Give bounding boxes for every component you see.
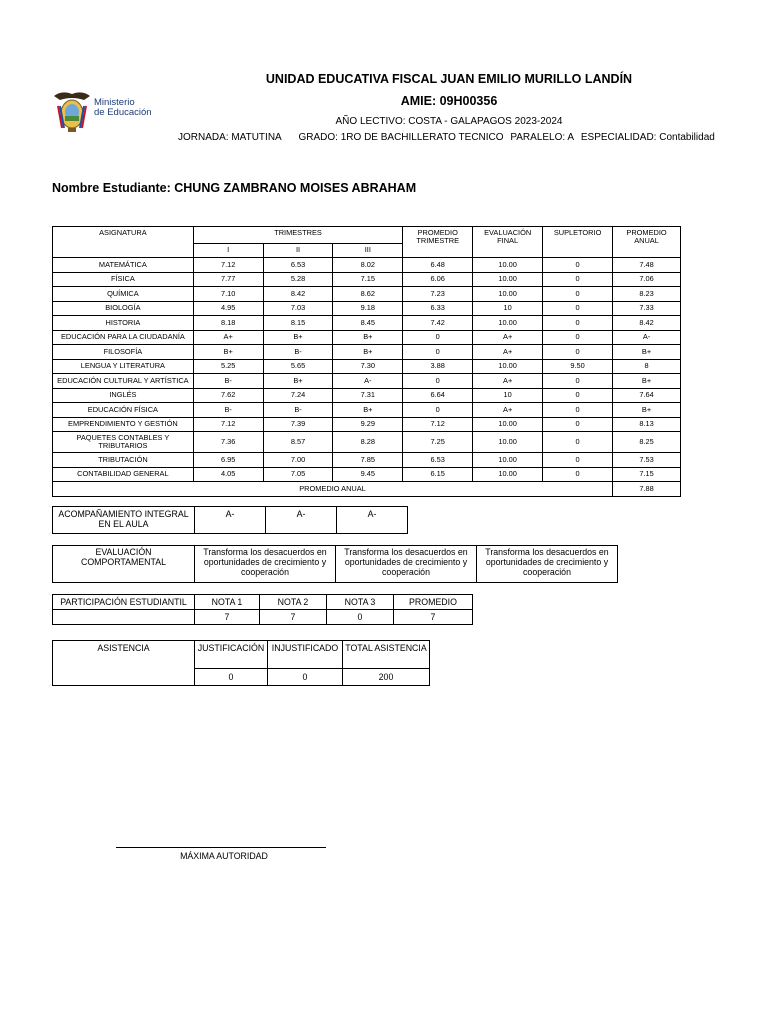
grade-cell-subject: TRIBUTACIÓN	[53, 453, 194, 468]
grade-cell-t3: 9.45	[333, 467, 403, 482]
participacion-label: PARTICIPACIÓN ESTUDIANTIL	[53, 595, 195, 610]
grade-cell-sup: 0	[543, 388, 613, 403]
table-row	[53, 345, 681, 360]
grade-cell-ef: A+	[473, 345, 543, 360]
grade-cell-t1: 7.62	[193, 388, 263, 403]
grade-cell-t3: B+	[333, 345, 403, 360]
table-row	[53, 272, 681, 287]
grade-cell-t3: 8.62	[333, 287, 403, 302]
grade-cell-t2: 8.15	[263, 316, 333, 331]
grade-rows	[53, 258, 681, 482]
grade-cell-t3: 9.18	[333, 301, 403, 316]
grade-cell-subject: BIOLOGÍA	[53, 301, 194, 316]
participacion-header-promedio: PROMEDIO	[394, 595, 473, 610]
grade-cell-t3: B+	[333, 403, 403, 418]
acompanamiento-label: ACOMPAÑAMIENTO INTEGRAL EN EL AULA	[53, 507, 195, 534]
signature-line	[116, 847, 326, 848]
grade-cell-t3: 9.29	[333, 417, 403, 432]
header-trimestre-3: III	[333, 243, 403, 258]
grade-cell-t2: 8.57	[263, 432, 333, 453]
grade-cell-t1: B-	[193, 403, 263, 418]
header-trimestre-2: II	[263, 243, 333, 258]
asistencia-header-injustificado: INJUSTIFICADO	[268, 641, 343, 669]
header-promedio-anual: PROMEDIO ANUAL	[613, 227, 681, 258]
asistencia-value-total: 200	[343, 669, 430, 686]
header-promedio-trimestre: PROMEDIO TRIMESTRE	[403, 227, 473, 258]
participacion-table	[52, 594, 473, 625]
grade-cell-pa: 7.53	[613, 453, 681, 468]
grade-cell-pt: 0	[403, 330, 473, 345]
grade-cell-t2: 8.42	[263, 287, 333, 302]
grade-cell-pt: 6.33	[403, 301, 473, 316]
grade-cell-subject: HISTORIA	[53, 316, 194, 331]
grade-cell-sup: 9.50	[543, 359, 613, 374]
acompanamiento-value-1: A-	[195, 507, 266, 534]
grade-cell-pt: 7.12	[403, 417, 473, 432]
participacion-empty-cell	[53, 610, 195, 625]
grade-cell-sup: 0	[543, 287, 613, 302]
grade-cell-ef: 10.00	[473, 359, 543, 374]
grade-cell-ef: 10.00	[473, 258, 543, 273]
participacion-header-2: NOTA 2	[260, 595, 327, 610]
participacion-value-2: 7	[260, 610, 327, 625]
grade-cell-subject: LENGUA Y LITERATURA	[53, 359, 194, 374]
grade-cell-subject: CONTABILIDAD GENERAL	[53, 467, 194, 482]
header-asignatura: ASIGNATURA	[53, 227, 194, 258]
grade-cell-t2: 6.53	[263, 258, 333, 273]
acompanamiento-value-3: A-	[337, 507, 408, 534]
grade-cell-t1: 8.18	[193, 316, 263, 331]
grade-cell-pt: 3.88	[403, 359, 473, 374]
table-row	[53, 432, 681, 453]
header-evaluacion-final: EVALUACIÓN FINAL	[473, 227, 543, 258]
grade-cell-t3: A-	[333, 374, 403, 389]
amie-code: AMIE: 09H00356	[400, 94, 498, 108]
header-supletorio: SUPLETORIO	[543, 227, 613, 258]
grade-cell-subject: MATEMÁTICA	[53, 258, 194, 273]
grade-cell-t2: B+	[263, 374, 333, 389]
acompanamiento-value-2: A-	[266, 507, 337, 534]
grade-cell-t1: B-	[193, 374, 263, 389]
grade-cell-pa: B+	[613, 403, 681, 418]
participacion-value-promedio: 7	[394, 610, 473, 625]
grade-cell-t1: 7.77	[193, 272, 263, 287]
participacion-header-1: NOTA 1	[195, 595, 260, 610]
grade-cell-t2: 5.28	[263, 272, 333, 287]
grade-cell-t2: B-	[263, 403, 333, 418]
table-row	[53, 330, 681, 345]
table-row	[53, 316, 681, 331]
grade-cell-t2: 7.03	[263, 301, 333, 316]
grade-cell-t3: B+	[333, 330, 403, 345]
asistencia-value-justificacion: 0	[195, 669, 268, 686]
grade-cell-ef: 10.00	[473, 316, 543, 331]
grade-cell-t1: 7.12	[193, 417, 263, 432]
class-info-line	[178, 132, 729, 143]
comportamental-table	[52, 545, 618, 583]
grade-cell-pt: 0	[403, 374, 473, 389]
table-row	[53, 301, 681, 316]
grade-cell-ef: 10	[473, 388, 543, 403]
grade-cell-t3: 7.30	[333, 359, 403, 374]
table-row	[53, 258, 681, 273]
grade-cell-ef: A+	[473, 374, 543, 389]
table-row	[53, 359, 681, 374]
grade-cell-ef: 10	[473, 301, 543, 316]
grade-cell-subject: EDUCACIÓN PARA LA CIUDADANÍA	[53, 330, 194, 345]
grade-cell-t1: A+	[193, 330, 263, 345]
grade-cell-pa: 7.06	[613, 272, 681, 287]
grade-cell-t1: 6.95	[193, 453, 263, 468]
header-trimestre-1: I	[193, 243, 263, 258]
grade-cell-subject: QUÍMICA	[53, 287, 194, 302]
grade-cell-pa: 7.64	[613, 388, 681, 403]
grade-cell-pa: 7.15	[613, 467, 681, 482]
grade-cell-pt: 6.48	[403, 258, 473, 273]
grade-cell-t3: 8.28	[333, 432, 403, 453]
participacion-value-3: 0	[327, 610, 394, 625]
promedio-anual-value: 7.88	[613, 482, 681, 497]
student-name: Nombre Estudiante: CHUNG ZAMBRANO MOISES ABRAHAM	[52, 181, 417, 195]
grade-cell-pt: 0	[403, 345, 473, 360]
grade-cell-pa: B+	[613, 374, 681, 389]
grade-cell-t2: 5.65	[263, 359, 333, 374]
grade-cell-t1: 7.12	[193, 258, 263, 273]
grade-cell-t1: 7.10	[193, 287, 263, 302]
table-row	[53, 388, 681, 403]
table-row	[53, 417, 681, 432]
grade-cell-pa: 7.48	[613, 258, 681, 273]
grade-cell-t1: 5.25	[193, 359, 263, 374]
grade-cell-pt: 7.25	[403, 432, 473, 453]
grade-cell-sup: 0	[543, 301, 613, 316]
grade-cell-sup: 0	[543, 258, 613, 273]
grade-cell-t3: 7.15	[333, 272, 403, 287]
grade-cell-pa: 8	[613, 359, 681, 374]
asistencia-header-justificacion: JUSTIFICACIÓN	[195, 641, 268, 669]
school-name: UNIDAD EDUCATIVA FISCAL JUAN EMILIO MURILLO LANDÍN	[265, 72, 633, 86]
grade-cell-t2: 7.24	[263, 388, 333, 403]
grade-cell-ef: 10.00	[473, 287, 543, 302]
table-row	[53, 374, 681, 389]
grade-cell-pa: 8.25	[613, 432, 681, 453]
grade-cell-t2: 7.00	[263, 453, 333, 468]
participacion-value-1: 7	[195, 610, 260, 625]
grade-cell-t1: 7.36	[193, 432, 263, 453]
grade-cell-subject: FÍSICA	[53, 272, 194, 287]
grade-cell-ef: A+	[473, 330, 543, 345]
table-row	[53, 287, 681, 302]
grade-cell-pt: 7.42	[403, 316, 473, 331]
grade-cell-subject: EDUCACIÓN FÍSICA	[53, 403, 194, 418]
grado: GRADO: 1RO DE BACHILLERATO TECNICO	[298, 132, 504, 143]
grade-cell-subject: INGLÉS	[53, 388, 194, 403]
asistencia-value-injustificado: 0	[268, 669, 343, 686]
grade-cell-pt: 0	[403, 403, 473, 418]
comportamental-label: EVALUACIÓN COMPORTAMENTAL	[53, 546, 195, 583]
grade-cell-sup: 0	[543, 345, 613, 360]
signature-label: MÁXIMA AUTORIDAD	[180, 851, 268, 861]
grade-cell-ef: 10.00	[473, 453, 543, 468]
logo-line-1: Ministerio	[94, 97, 135, 108]
grade-cell-sup: 0	[543, 453, 613, 468]
grade-cell-ef: 10.00	[473, 417, 543, 432]
grade-cell-ef: 10.00	[473, 467, 543, 482]
grade-cell-t3: 7.85	[333, 453, 403, 468]
grade-cell-sup: 0	[543, 374, 613, 389]
grade-cell-sup: 0	[543, 272, 613, 287]
grade-cell-pa: 8.23	[613, 287, 681, 302]
grade-cell-pt: 6.64	[403, 388, 473, 403]
grade-cell-t3: 8.02	[333, 258, 403, 273]
grade-cell-ef: 10.00	[473, 432, 543, 453]
promedio-anual-label: PROMEDIO ANUAL	[53, 482, 613, 497]
grade-cell-ef: 10.00	[473, 272, 543, 287]
grade-cell-subject: EDUCACIÓN CULTURAL Y ARTÍSTICA	[53, 374, 194, 389]
grade-cell-pa: B+	[613, 345, 681, 360]
school-year: AÑO LECTIVO: COSTA - GALAPAGOS 2023-2024	[335, 116, 563, 127]
jornada: JORNADA: MATUTINA	[178, 132, 282, 143]
grade-cell-pa: 8.42	[613, 316, 681, 331]
grade-cell-subject: PAQUETES CONTABLES Y TRIBUTARIOS	[53, 432, 194, 453]
asistencia-header-total: TOTAL ASISTENCIA	[343, 641, 430, 669]
grade-cell-sup: 0	[543, 330, 613, 345]
comportamental-value-3: Transforma los desacuerdos en oportunidades de crecimiento y cooperación	[477, 546, 618, 583]
grade-cell-sup: 0	[543, 432, 613, 453]
logo-line-2: de Educación	[94, 107, 152, 118]
grades-table	[52, 226, 681, 497]
table-row	[53, 467, 681, 482]
grade-cell-t1: 4.05	[193, 467, 263, 482]
grade-cell-sup: 0	[543, 467, 613, 482]
paralelo: PARALELO: A	[510, 132, 575, 143]
asistencia-label: ASISTENCIA	[53, 641, 195, 686]
comportamental-value-2: Transforma los desacuerdos en oportunidades de crecimiento y cooperación	[336, 546, 477, 583]
asistencia-table	[52, 640, 430, 686]
grade-cell-ef: A+	[473, 403, 543, 418]
grade-cell-t2: 7.39	[263, 417, 333, 432]
grade-cell-t2: 7.05	[263, 467, 333, 482]
grade-cell-pt: 7.23	[403, 287, 473, 302]
grade-cell-t3: 7.31	[333, 388, 403, 403]
grade-cell-sup: 0	[543, 403, 613, 418]
grade-cell-t2: B+	[263, 330, 333, 345]
grade-cell-t2: B-	[263, 345, 333, 360]
grade-cell-pt: 6.06	[403, 272, 473, 287]
header-trimestres: TRIMESTRES	[193, 227, 402, 244]
participacion-header-3: NOTA 3	[327, 595, 394, 610]
grade-cell-pt: 6.53	[403, 453, 473, 468]
grade-cell-pa: A-	[613, 330, 681, 345]
grade-cell-subject: FILOSOFÍA	[53, 345, 194, 360]
table-row	[53, 403, 681, 418]
grade-cell-t3: 8.45	[333, 316, 403, 331]
grade-cell-t1: 4.95	[193, 301, 263, 316]
grade-cell-subject: EMPRENDIMIENTO Y GESTIÓN	[53, 417, 194, 432]
especialidad: ESPECIALIDAD: Contabilidad	[580, 132, 715, 143]
acompanamiento-table	[52, 506, 408, 534]
grade-cell-pa: 7.33	[613, 301, 681, 316]
grade-cell-pt: 6.15	[403, 467, 473, 482]
grade-cell-pa: 8.13	[613, 417, 681, 432]
table-row	[53, 453, 681, 468]
comportamental-value-1: Transforma los desacuerdos en oportunidades de crecimiento y cooperación	[195, 546, 336, 583]
grade-cell-sup: 0	[543, 316, 613, 331]
grade-cell-t1: B+	[193, 345, 263, 360]
grade-cell-sup: 0	[543, 417, 613, 432]
